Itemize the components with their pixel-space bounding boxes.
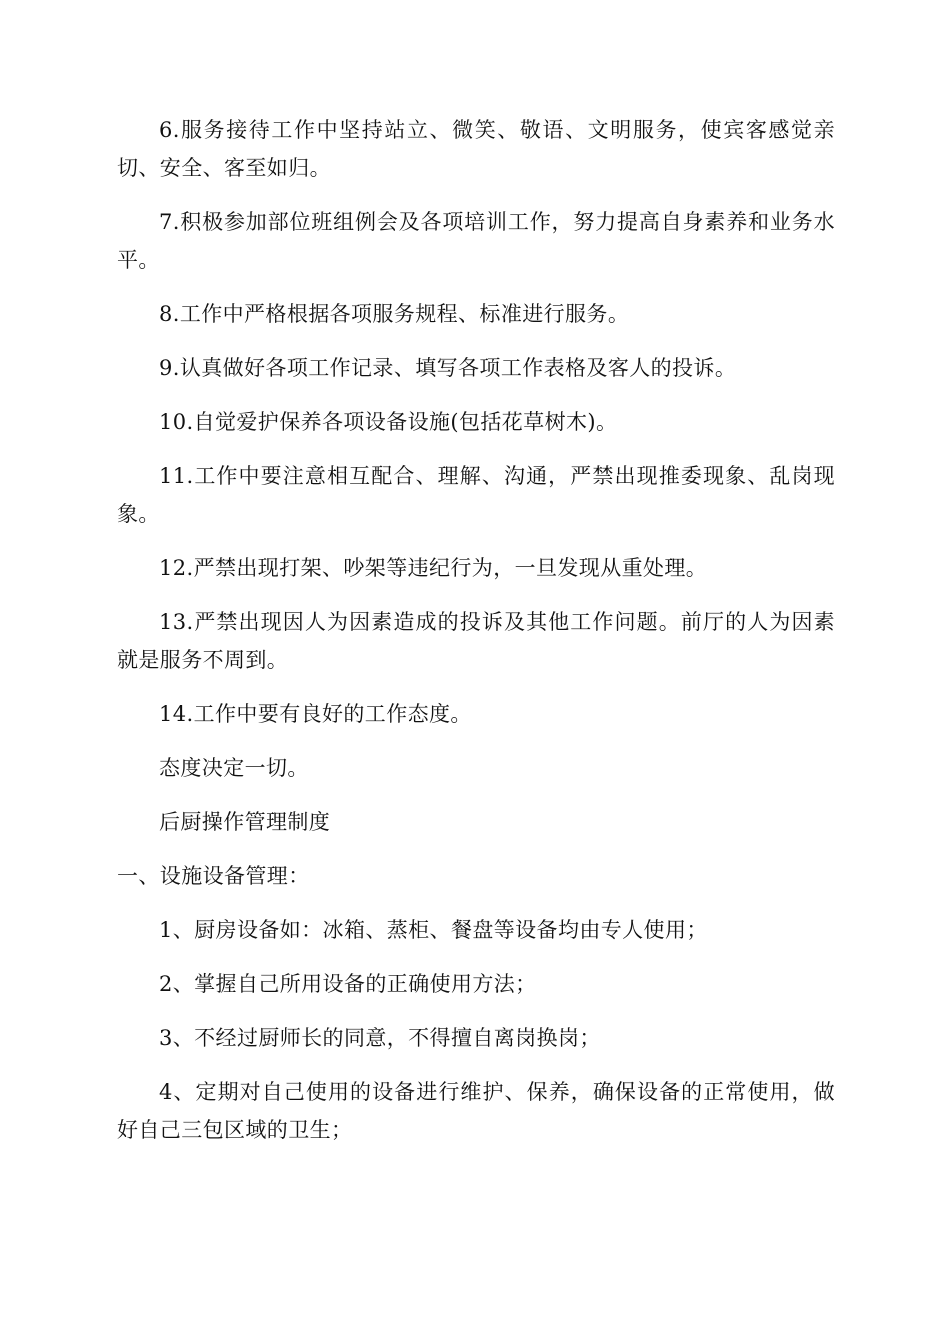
paragraph-7: 7.积极参加部位班组例会及各项培训工作，努力提高自身素养和业务水平。 (117, 210, 835, 272)
paragraph-10: 10.自觉爱护保养各项设备设施(包括花草树木)。 (159, 410, 618, 434)
equipment-item-3: 3、不经过厨师长的同意，不得擅自离岗换岗； (159, 1026, 601, 1050)
document-body (117, 111, 835, 1165)
equipment-item-1: 1、厨房设备如：冰箱、蒸柜、餐盘等设备均由专人使用； (159, 918, 708, 942)
section-heading-equipment: 一、设施设备管理： (117, 864, 310, 888)
paragraph-9: 9.认真做好各项工作记录、填写各项工作表格及客人的投诉。 (159, 356, 737, 380)
equipment-item-2: 2、掌握自己所用设备的正确使用方法； (159, 972, 537, 996)
paragraph-13: 13.严禁出现因人为因素造成的投诉及其他工作问题。前厅的人为因素就是服务不周到。 (117, 610, 835, 672)
paragraph-8: 8.工作中严格根据各项服务规程、标准进行服务。 (159, 302, 630, 326)
paragraph-12: 12.严禁出现打架、吵架等违纪行为，一旦发现从重处理。 (159, 556, 708, 580)
section-title: 后厨操作管理制度 (159, 810, 331, 834)
equipment-item-4: 4、定期对自己使用的设备进行维护、保养，确保设备的正常使用，做好自己三包区域的卫生； (117, 1080, 835, 1142)
paragraph-6: 6.服务接待工作中坚持站立、微笑、敬语、文明服务，使宾客感觉亲切、安全、客至如归。 (117, 118, 835, 180)
paragraph-14: 14.工作中要有良好的工作态度。 (159, 702, 472, 726)
paragraph-11: 11.工作中要注意相互配合、理解、沟通，严禁出现推委现象、乱岗现象。 (117, 464, 835, 526)
paragraph-attitude: 态度决定一切。 (159, 756, 309, 780)
